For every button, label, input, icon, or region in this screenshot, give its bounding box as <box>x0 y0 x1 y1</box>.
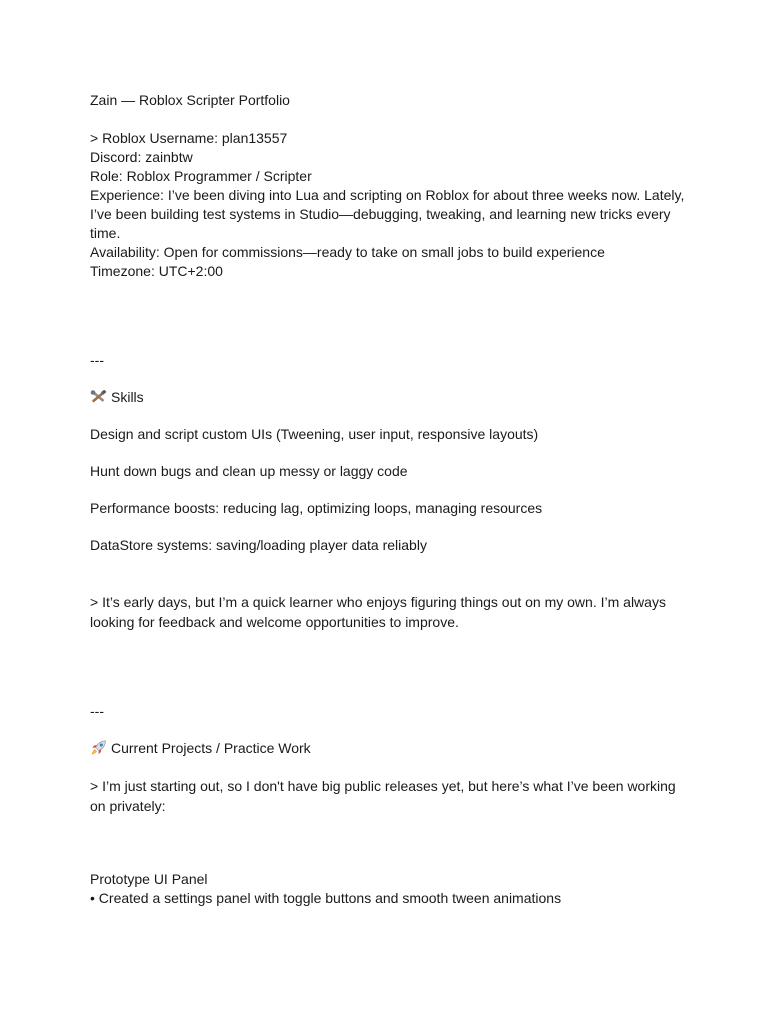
skill-item: Hunt down bugs and clean up messy or laggy code <box>90 463 408 479</box>
profile-availability: Availability: Open for commissions—ready to take on small jobs to build experience <box>90 244 605 260</box>
profile-experience: Experience: I’ve been diving into Lua and scripting on Roblox for about three weeks now. Lately, I’ve been building test systems in Studio—debugging, tweaking, and learning new tricks every time. <box>90 187 689 241</box>
skills-note: > It’s early days, but I’m a quick learner who enjoys figuring things out on my own. I’m always looking for feedback and welcome opportunities to improve. <box>90 594 670 630</box>
skill-item: Design and script custom UIs (Tweening, user input, responsive layouts) <box>90 426 539 442</box>
spacer <box>90 444 690 462</box>
spacer <box>90 407 690 425</box>
project-name: Prototype UI Panel <box>90 871 208 887</box>
profile-discord: Discord: zainbtw <box>90 149 193 165</box>
profile-role: Role: Roblox Programmer / Scripter <box>90 168 312 184</box>
spacer <box>90 721 690 739</box>
spacer <box>90 370 690 388</box>
projects-intro: > I’m just starting out, so I don't have big public releases yet, but here’s what I’ve been working on privately: <box>90 778 680 814</box>
tools-icon <box>90 390 107 404</box>
profile-username: > Roblox Username: plan13557 <box>90 130 288 146</box>
spacer <box>90 110 690 129</box>
document-page <box>90 91 690 908</box>
spacer <box>90 758 690 776</box>
divider-1: --- <box>90 352 104 368</box>
skill-item: Performance boosts: reducing lag, optimizing loops, managing resources <box>90 500 543 516</box>
project-detail: • Created a settings panel with toggle buttons and smooth tween animations <box>90 890 562 906</box>
skill-item: DataStore systems: saving/loading player data reliably <box>90 537 427 553</box>
spacer <box>90 816 690 870</box>
spacer <box>90 632 690 702</box>
projects-heading <box>90 739 690 758</box>
page-title: Zain — Roblox Scripter Portfolio <box>90 92 290 108</box>
projects-heading-text: Current Projects / Practice Work <box>111 740 311 756</box>
spacer <box>90 481 690 499</box>
divider-2: --- <box>90 703 104 719</box>
spacer <box>90 518 690 536</box>
profile-timezone: Timezone: UTC+2:00 <box>90 263 223 279</box>
skills-heading-text: Skills <box>111 389 144 405</box>
spacer <box>90 555 690 573</box>
rocket-icon <box>90 740 107 756</box>
spacer <box>90 281 690 351</box>
skills-heading <box>90 388 690 407</box>
spacer <box>90 573 690 592</box>
